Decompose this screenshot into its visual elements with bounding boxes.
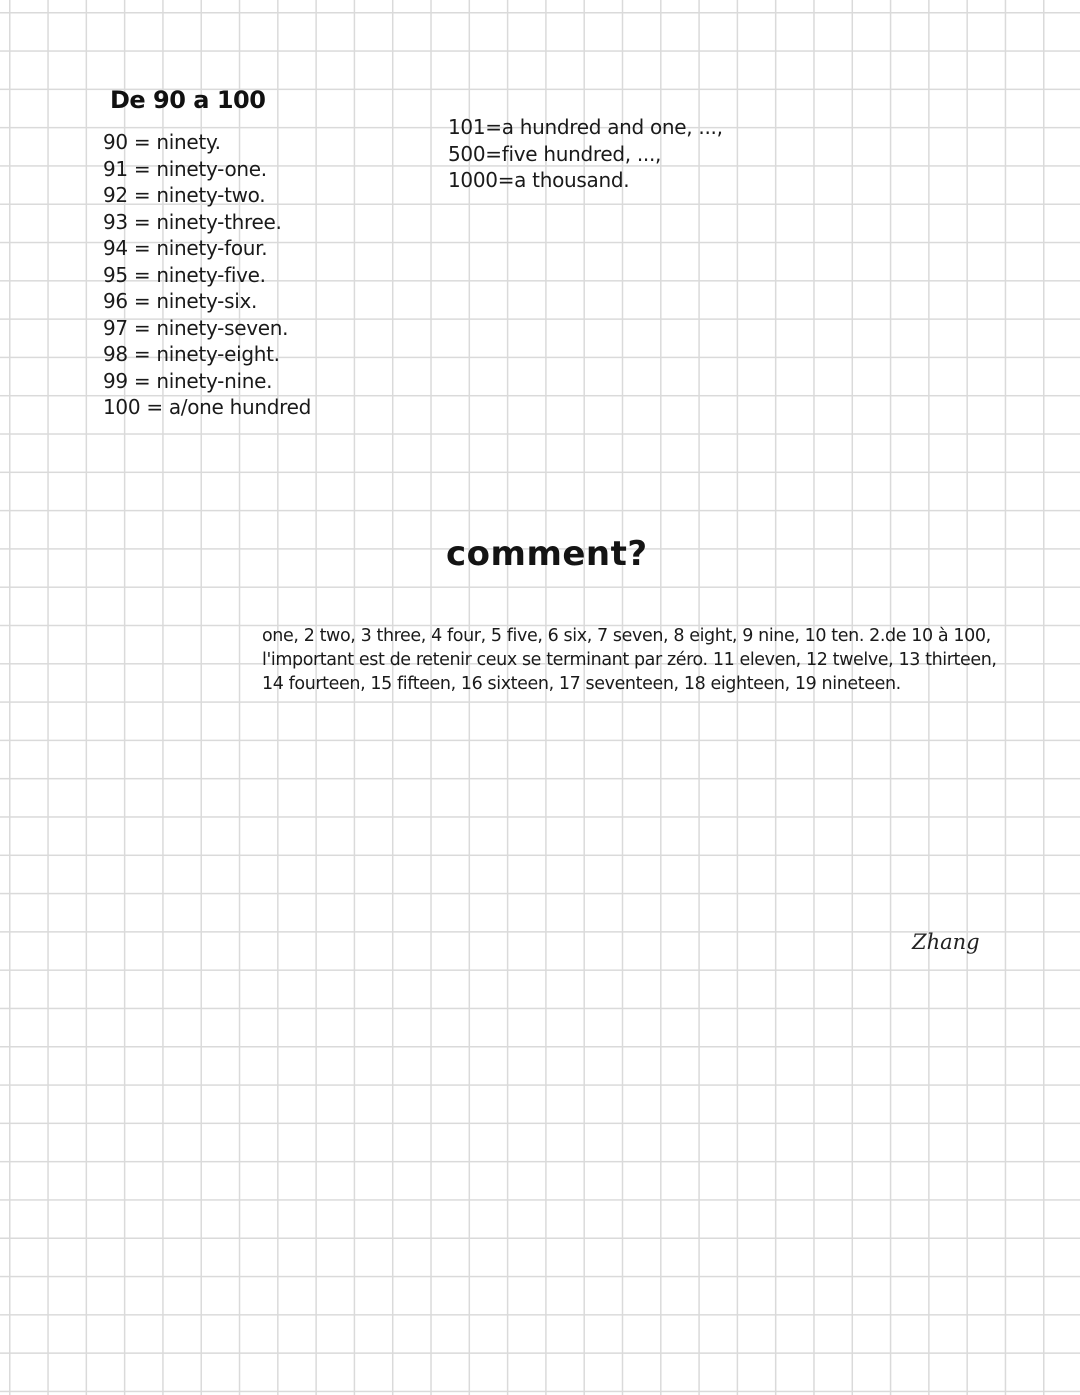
section-title: comment? bbox=[446, 534, 648, 574]
list-item: 101=a hundred and one, ..., bbox=[448, 115, 723, 139]
list-item: 93 = ninety-three. bbox=[103, 209, 282, 234]
list-item: 94 = ninety-four. bbox=[103, 236, 268, 260]
author-signature: Zhang bbox=[912, 930, 980, 954]
list-item: 99 = ninety-nine. bbox=[103, 368, 273, 393]
list-item: 1000=a thousand. bbox=[448, 168, 630, 192]
list-item: 95 = ninety-five. bbox=[103, 262, 266, 287]
hundreds-list bbox=[448, 114, 723, 194]
list-item: 100 = a/one hundred bbox=[103, 395, 312, 419]
list-item: 500=five hundred, ..., bbox=[448, 141, 662, 166]
list-item: 90 = ninety. bbox=[103, 130, 221, 154]
list-item: 97 = ninety-seven. bbox=[103, 315, 289, 340]
page-heading: De 90 a 100 bbox=[110, 86, 266, 114]
list-item: 98 = ninety-eight. bbox=[103, 342, 280, 366]
list-item: 91 = ninety-one. bbox=[103, 156, 267, 181]
list-item: 92 = ninety-two. bbox=[103, 183, 266, 207]
ninety-to-hundred-list bbox=[103, 129, 311, 421]
list-item: 96 = ninety-six. bbox=[103, 289, 258, 313]
summary-paragraph: one, 2 two, 3 three, 4 four, 5 five, 6 six, 7 seven, 8 eight, 9 nine, 10 ten. 2.de 10 à 100, l'important est de retenir ceux se terminant par zéro. 11 eleven, 12 twelve, 13 thirteen, 14 fourteen, 15 fifteen, 16 sixteen, 17 seventeen, 18 eighteen, 19 nineteen. bbox=[262, 626, 997, 694]
